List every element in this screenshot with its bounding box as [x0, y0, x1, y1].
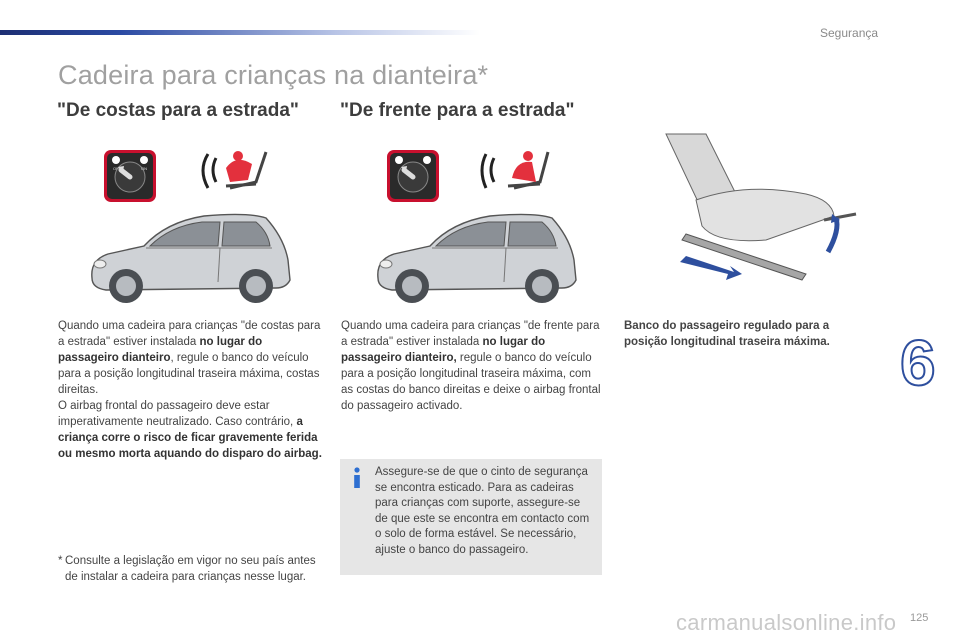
footnote-text: Consulte a legislação em vigor no seu país antes de instalar a cadeira para crianças nesse lugar. [65, 555, 316, 583]
info-box-text: Assegure-se de que o cinto de segurança se encontra esticado. Para as cadeiras para crianças com suporte, assegure-se de que este se encontra em contacto com o solo de forma estável. Se necessário, ajuste o banco do passageiro. [375, 466, 590, 556]
airbag-switch-icon-right [387, 150, 439, 202]
forward-facing-heading: "De frente para a estrada" [340, 100, 575, 121]
off-label: OFF [113, 166, 121, 171]
seat-caption: Banco do passageiro regulado para a posição longitudinal traseira máxima. [624, 320, 830, 348]
watermark-text: carmanualsonline.info [676, 610, 897, 635]
section-label: Segurança [820, 26, 879, 40]
info-box [340, 459, 602, 575]
header-accent-bar [0, 30, 480, 35]
car-illustration-right [372, 208, 582, 306]
car-illustration-left [86, 208, 296, 306]
chapter-number: 6 [900, 327, 936, 399]
page-title: Cadeira para crianças na dianteira* [58, 60, 489, 90]
rear-facing-heading: "De costas para a estrada" [57, 100, 299, 121]
page-number: 125 [910, 612, 929, 624]
rear-facing-text: Quando uma cadeira para crianças "de costas para a estrada" estiver instalada no lugar do passageiro dianteiro, regule o banco do veículo para a posição longitudinal traseira máxima, costas direitas. O airbag frontal do passageiro deve estar imperativamente neutralizado. Caso contrário, a criança corre o risco de ficar gravemente ferida ou mesmo morta aquando do disparo do airbag. [58, 320, 322, 460]
footnote [58, 553, 318, 585]
seat-adjustment-illustration [656, 134, 866, 284]
on-label: ON [141, 166, 147, 171]
rear-facing-child-seat-icon [196, 148, 272, 198]
info-icon [350, 467, 364, 489]
airbag-switch-icon-left [104, 150, 156, 202]
footnote-marker: * [58, 555, 63, 567]
forward-facing-child-seat-icon [478, 148, 554, 198]
forward-facing-text: Quando uma cadeira para crianças "de frente para a estrada" estiver instalada no lugar do passageiro dianteiro, regule o banco do veículo para a posição longitudinal traseira máxima, com as costas do banco direitas e deixe o airbag frontal do passageiro activado. [341, 320, 601, 412]
